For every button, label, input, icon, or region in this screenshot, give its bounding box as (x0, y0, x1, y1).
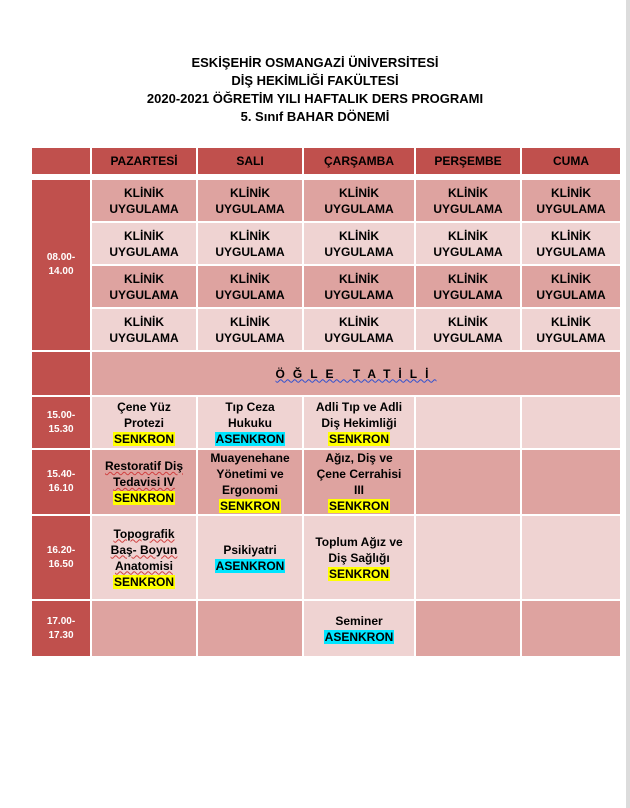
empty-cell (521, 449, 621, 515)
course-title: Topografik Baş- Boyun Anatomisi (110, 526, 178, 573)
klinik-cell: KLİNİK UYGULAMA (197, 179, 303, 222)
course-title: Seminer (335, 613, 383, 628)
time-slot-3: 16.20- 16.50 (31, 515, 91, 600)
mode-badge: SENKRON (219, 499, 280, 513)
course-cell (303, 515, 415, 600)
course-cell (91, 396, 197, 449)
empty-cell (415, 600, 521, 657)
mode-badge: ASENKRON (215, 558, 285, 573)
empty-cell (415, 396, 521, 449)
course-cell (303, 600, 415, 657)
time-slot-4: 17.00- 17.30 (31, 600, 91, 657)
course-title: Toplum Ağız ve Diş Sağlığı (315, 534, 403, 565)
morning-row-3 (31, 265, 621, 308)
klinik-cell: KLİNİK UYGULAMA (197, 308, 303, 351)
klinik-cell: KLİNİK UYGULAMA (197, 222, 303, 265)
course-title: Psikiyatri (223, 542, 277, 557)
time-label: 08.00- 14.00 (46, 252, 76, 277)
schedule-table (30, 146, 622, 658)
morning-row-1 (31, 179, 621, 222)
mode-badge: ASENKRON (324, 629, 394, 644)
program-title: 2020-2021 ÖĞRETİM YILI HAFTALIK DERS PROGRAMI (146, 91, 484, 106)
course-title: Restoratif Diş Tedavisi IV (104, 459, 184, 489)
course-title: Tıp Ceza Hukuku (225, 399, 275, 430)
time-slot-2: 15.40- 16.10 (31, 449, 91, 515)
mode-badge: SENKRON (113, 574, 174, 589)
klinik-cell: KLİNİK UYGULAMA (415, 308, 521, 351)
klinik-cell: KLİNİK UYGULAMA (303, 222, 415, 265)
time-slot-1: 15.00- 15.30 (31, 396, 91, 449)
lunch-row (31, 351, 621, 396)
empty-cell (91, 600, 197, 657)
klinik-cell: KLİNİK UYGULAMA (415, 179, 521, 222)
empty-cell (197, 600, 303, 657)
klinik-cell: KLİNİK UYGULAMA (91, 308, 197, 351)
course-title: Ağız, Diş ve Çene Cerrahisi III (316, 451, 402, 497)
course-cell (197, 449, 303, 515)
document-header (0, 54, 630, 126)
slot-row-3 (31, 515, 621, 600)
day-header-pazartesi: PAZARTESİ (91, 147, 197, 175)
course-cell (91, 515, 197, 600)
day-header-cuma: CUMA (521, 147, 621, 175)
university-title: ESKİŞEHİR OSMANGAZİ ÜNİVERSİTESİ (191, 55, 439, 70)
klinik-cell: KLİNİK UYGULAMA (197, 265, 303, 308)
klinik-cell: KLİNİK UYGULAMA (415, 265, 521, 308)
mode-badge: SENKRON (328, 431, 389, 446)
slot-row-2 (31, 449, 621, 515)
time-lunch (31, 351, 91, 396)
mode-badge: SENKRON (113, 491, 174, 505)
klinik-cell: KLİNİK UYGULAMA (303, 179, 415, 222)
empty-cell (521, 600, 621, 657)
slot-row-1 (31, 396, 621, 449)
corner-cell (31, 147, 91, 175)
mode-badge: SENKRON (113, 431, 174, 446)
klinik-cell: KLİNİK UYGULAMA (91, 265, 197, 308)
term-title: 5. Sınıf BAHAR DÖNEMİ (240, 109, 390, 124)
course-cell (197, 396, 303, 449)
day-header-row (31, 147, 621, 175)
empty-cell (415, 515, 521, 600)
day-header-carsamba: ÇARŞAMBA (303, 147, 415, 175)
morning-row-2 (31, 222, 621, 265)
klinik-cell: KLİNİK UYGULAMA (521, 222, 621, 265)
course-cell (197, 515, 303, 600)
lunch-label: ÖĞLE TATİLİ (275, 366, 437, 381)
klinik-cell: KLİNİK UYGULAMA (521, 179, 621, 222)
klinik-cell: KLİNİK UYGULAMA (521, 308, 621, 351)
klinik-cell: KLİNİK UYGULAMA (91, 222, 197, 265)
course-title: Muayenehane Yönetimi ve Ergonomi (210, 451, 290, 497)
course-cell (303, 449, 415, 515)
lunch-cell (91, 351, 621, 396)
faculty-title: DİŞ HEKİMLİĞİ FAKÜLTESİ (231, 73, 399, 88)
empty-cell (521, 515, 621, 600)
course-cell (91, 449, 197, 515)
empty-cell (521, 396, 621, 449)
klinik-cell: KLİNİK UYGULAMA (303, 265, 415, 308)
time-morning (31, 179, 91, 351)
mode-badge: SENKRON (328, 566, 389, 581)
klinik-cell: KLİNİK UYGULAMA (303, 308, 415, 351)
day-header-sali: SALI (197, 147, 303, 175)
course-cell (303, 396, 415, 449)
empty-cell (415, 449, 521, 515)
course-title: Adli Tıp ve Adli Diş Hekimliği (315, 399, 403, 430)
mode-badge: SENKRON (328, 499, 389, 513)
course-title: Çene Yüz Protezi (117, 399, 171, 430)
slot-row-4 (31, 600, 621, 657)
klinik-cell: KLİNİK UYGULAMA (521, 265, 621, 308)
day-header-persembe: PERŞEMBE (415, 147, 521, 175)
morning-row-4 (31, 308, 621, 351)
klinik-cell: KLİNİK UYGULAMA (91, 179, 197, 222)
mode-badge: ASENKRON (215, 431, 285, 446)
klinik-cell: KLİNİK UYGULAMA (415, 222, 521, 265)
